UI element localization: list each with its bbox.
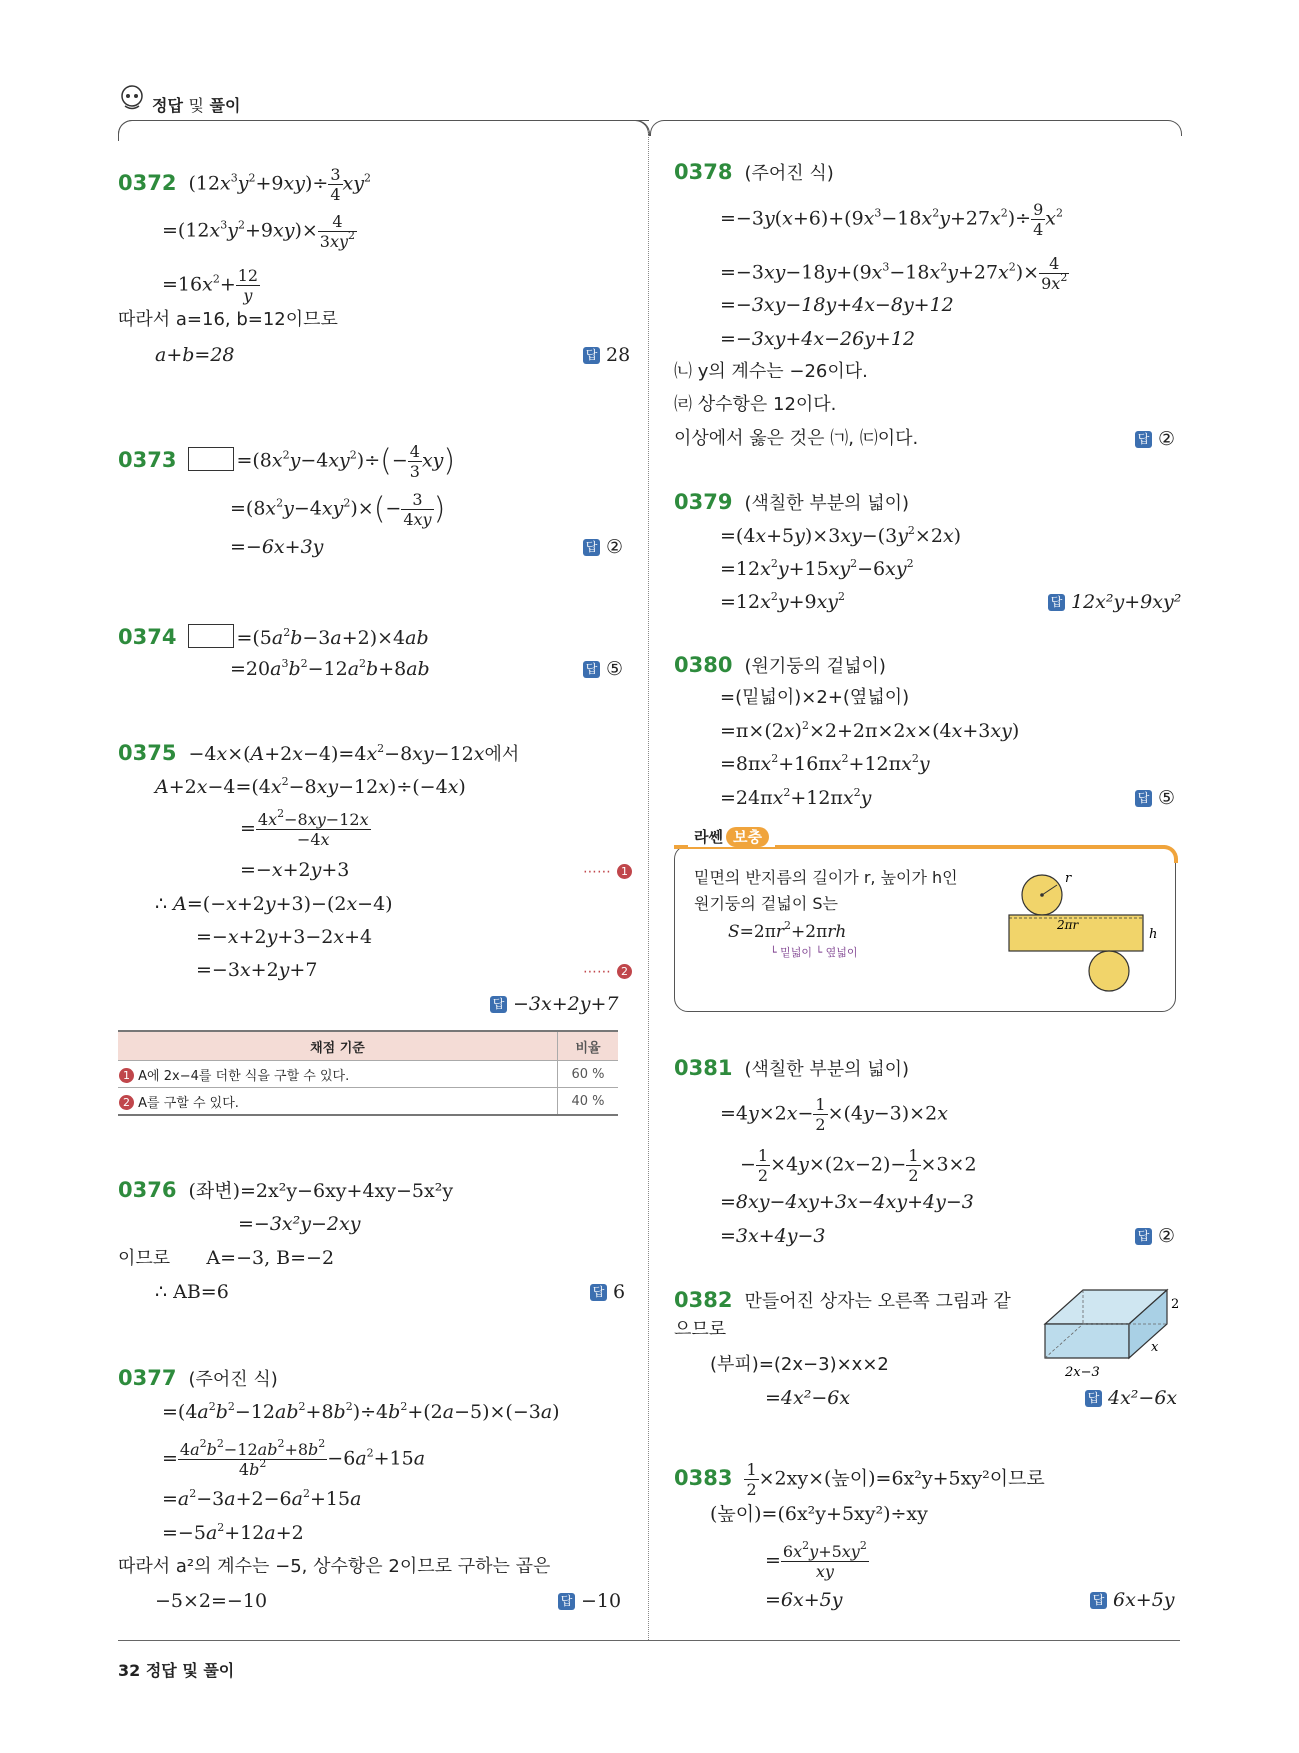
problem-0378-line8: 이상에서 옳은 것은 ㈀, ㈂이다.: [674, 428, 919, 449]
problem-0372-line5: a+b=28: [155, 344, 235, 366]
problem-0379-line3: $=12x^2y+15xy^2-6xy^2$: [720, 557, 914, 580]
problem-0382-line1: 0382 만들어진 상자는 오른쪽 그림과 같: [674, 1288, 1011, 1312]
problem-0379-line4: $=12x^2y+9xy^2$: [720, 590, 846, 613]
problem-0376-line4: ∴ AB=6: [155, 1281, 229, 1303]
problem-0383-line4: =6x+5y: [765, 1589, 843, 1611]
problem-0373-answer: 답 ②: [583, 535, 623, 559]
problem-0377-line4: $=a^2-3a+2-6a^2+15a$: [162, 1487, 362, 1510]
figure-label-x: x: [1151, 1340, 1159, 1355]
problem-0378-line5: =−3xy+4x−26y+12: [720, 328, 916, 350]
problem-number: 0377: [118, 1366, 177, 1390]
problem-0381-line3: − $\frac{1}{2}$ ×4y×(2x−2)− $\frac{1}{2}$ ×3×2: [740, 1146, 977, 1185]
page-footer: [118, 1658, 234, 1681]
problem-0380-line4: $=8\pi x^2+16\pi x^2+12\pi x^2y$: [720, 752, 930, 775]
problem-number: 0378: [674, 160, 733, 184]
mascot-icon: [118, 84, 146, 112]
problem-0380-line1: 0380 (원기둥의 겉넓이): [674, 653, 886, 677]
problem-0376-line2: =−3x²y−2xy: [238, 1213, 361, 1235]
problem-0383-line1: 0383 $\frac{1}{2}$ ×2xy×(높이)=6x²y+5xy²이므로: [674, 1460, 1045, 1499]
scoring-table: [118, 1030, 618, 1116]
problem-0379-line1: 0379 (색칠한 부분의 넓이): [674, 490, 910, 514]
problem-0375-line5: ∴ A=(−x+2y+3)−(2x−4): [155, 893, 393, 915]
answer-badge-icon: 답: [590, 1284, 607, 1301]
page-header: 정답 및 풀이: [152, 96, 241, 115]
problem-0375-answer: 답 −3x+2y+7: [490, 992, 618, 1016]
problem-number: 0379: [674, 490, 733, 514]
figure-label-h: h: [1149, 927, 1158, 942]
cylinder-net-figure: [1005, 868, 1165, 998]
problem-0379-line2: $=(4x+5y)\times 3xy-(3y^2\times 2x)$: [720, 524, 962, 547]
problem-0377-line7: −5×2=−10: [155, 1590, 268, 1612]
table-row: 2 A를 구할 수 있다. 40 %: [118, 1088, 618, 1116]
step-marker-2: ⋯⋯ 2: [583, 958, 632, 984]
problem-0375-line2: $A+2x-4=(4x^2-8xy-12x)\div(-4x)$: [155, 775, 466, 798]
problem-0381-line2: =4y×2x− $\frac{1}{2}$ ×(4y−3)×2x: [720, 1095, 948, 1134]
problem-number: 0380: [674, 653, 733, 677]
problem-number: 0383: [674, 1465, 733, 1490]
problem-0377-line2: $=(4a^2b^2-12ab^2+8b^2)\div 4b^2+(2a-5)\times(-3a)$: [162, 1400, 560, 1423]
answer-badge-icon: 답: [583, 661, 600, 678]
supplement-text-1: 밑면의 반지름의 길이가 r, 높이가 h인: [694, 868, 958, 887]
problem-number: 0373: [118, 447, 177, 472]
problem-0372-answer: 답 28: [583, 343, 630, 367]
scoring-header-ratio: 비율: [558, 1031, 619, 1061]
blank-box: [188, 624, 234, 648]
problem-0378-line2: $=-3y(x+6)+(9x^3-18x^2y+27x^2)\div$ $\frac{9}{4}$ $x^2$: [720, 200, 1064, 239]
footer-rule: [118, 1640, 1180, 1641]
problem-0382-line2: 으므로: [674, 1319, 727, 1340]
problem-0380-answer: 답 ⑤: [1135, 786, 1175, 810]
problem-0377-line6: 따라서 a²의 계수는 −5, 상수항은 2이므로 구하는 곱은: [118, 1556, 551, 1577]
problem-0383-line3: = $\frac{6x^2y+5xy^2}{xy}$: [765, 1539, 867, 1581]
footer-title: 정답 및 풀이: [145, 1661, 235, 1680]
problem-0380-line2: =(밑넓이)×2+(옆넓이): [720, 687, 910, 708]
problem-0377-line5: $=-5a^2+12a+2$: [162, 1521, 304, 1544]
problem-0372-line3: $=16x^2+$ $\frac{12}{y}$: [162, 266, 259, 305]
problem-0379-answer: 답 12x²y+9xy²: [1048, 590, 1181, 614]
problem-0373-line3: =−6x+3y: [230, 536, 324, 558]
answer-badge-icon: 답: [558, 1593, 575, 1610]
problem-0382-answer: 답 4x²−6x: [1085, 1386, 1177, 1410]
problem-0381-line4: =8xy−4xy+3x−4xy+4y−3: [720, 1191, 974, 1213]
answer-badge-icon: 답: [490, 996, 507, 1013]
problem-0373-line1: $0373 =(8x^2y-4xy^2)\div(-$ $\frac{4}{3}$ xy): [118, 442, 456, 481]
problem-0375-line3: = $\frac{4x^2-8xy-12x}{-4x}$: [240, 807, 369, 849]
problem-0378-line6: ㈁ y의 계수는 −26이다.: [674, 361, 868, 382]
problem-number: 0382: [674, 1288, 733, 1312]
problem-0383-answer: 답 6x+5y: [1090, 1588, 1175, 1612]
problem-0381-answer: 답 ②: [1135, 1224, 1175, 1248]
answer-badge-icon: 답: [1085, 1390, 1102, 1407]
problem-0376-line1: 0376 (좌변)=2x²y−6xy+4xy−5x²y: [118, 1178, 454, 1202]
problem-0375-line7: =−3x+2y+7: [196, 959, 318, 981]
problem-0372-line2: $=(12x^3y^2+9xy)\times$ $\frac{4}{3xy^2}$: [162, 212, 356, 251]
open-box-figure: [1035, 1280, 1185, 1380]
problem-number: 0376: [118, 1178, 177, 1202]
left-column-corner: [118, 120, 649, 141]
problem-0381-line1: 0381 (색칠한 부분의 넓이): [674, 1056, 910, 1080]
figure-label-2: 2: [1171, 1297, 1180, 1312]
problem-number: 0381: [674, 1056, 733, 1080]
problem-0378-line3: $=-3xy-18y+(9x^3-18x^2y+27x^2)\times$ $\frac{4}{9x^2}$: [720, 254, 1068, 293]
problem-0382-line3: (부피)=(2x−3)×x×2: [710, 1354, 889, 1375]
supplement-underlabels: └ 밑넓이 └ 옆넓이: [770, 946, 858, 959]
problem-0376-line3: 이므로 A=−3, B=−2: [118, 1247, 335, 1269]
problem-0381-line5: =3x+4y−3: [720, 1225, 826, 1247]
problem-0374-line1: $0374 =(5a^2b-3a+2)\times 4ab$: [118, 625, 429, 649]
problem-0374-answer: 답 ⑤: [583, 657, 623, 681]
table-row: 1 A에 2x−4를 더한 식을 구할 수 있다. 60 %: [118, 1061, 618, 1088]
answer-badge-icon: 답: [1135, 1228, 1152, 1245]
figure-label-r: r: [1065, 871, 1072, 886]
problem-0380-line5: $=24\pi x^2+12\pi x^2y$: [720, 786, 872, 809]
problem-0377-answer: 답 −10: [558, 1589, 621, 1613]
problem-0372-line1: 0372 $(12x^3y^2+9xy)\div$ $\frac{3}{4}$ $xy^2$: [118, 165, 371, 204]
problem-0377-line1: 0377 (주어진 식): [118, 1366, 278, 1390]
problem-number: 0374: [118, 625, 177, 649]
figure-label-width: 2x−3: [1065, 1365, 1100, 1380]
blank-box: [188, 447, 234, 471]
problem-0372-line4: 따라서 a=16, b=12이므로: [118, 309, 338, 330]
problem-0378-line4: =−3xy−18y+4x−8y+12: [720, 294, 954, 316]
answer-badge-icon: 답: [583, 347, 600, 364]
problem-0375-line1: $0375 -4x\times(A+2x-4)=4x^2-8xy-12x$에서: [118, 741, 520, 765]
problem-number: 0375: [118, 741, 177, 765]
answer-badge-icon: 답: [1135, 790, 1152, 807]
problem-0378-line7: ㈃ 상수항은 12이다.: [674, 394, 837, 415]
problem-0378-line1: 0378 (주어진 식): [674, 160, 834, 184]
column-divider: [648, 130, 649, 1640]
supplement-tab: 라쎈 보충: [688, 826, 775, 847]
problem-0380-line3: $=\pi\times(2x)^2\times 2+2\pi\times 2x\times(4x+3xy)$: [720, 719, 1020, 742]
supplement-text-2: 원기둥의 겉넓이 S는: [694, 894, 838, 913]
problem-0377-line3: = $\frac{4a^2b^2-12ab^2+8b^2}{4b^2}$ $-6a^2+15a$: [162, 1437, 426, 1479]
problem-0383-line2: (높이)=(6x²y+5xy²)÷xy: [710, 1503, 928, 1525]
problem-0378-answer: 답 ②: [1135, 427, 1175, 451]
supplement-formula: $S=2\pi r^2+2\pi rh$: [728, 919, 847, 942]
answer-badge-icon: 답: [583, 539, 600, 556]
problem-number: 0372: [118, 170, 177, 195]
problem-0375-line6: =−x+2y+3−2x+4: [196, 926, 373, 948]
figure-label-2pir: 2πr: [1057, 918, 1079, 932]
answer-badge-icon: 답: [1135, 431, 1152, 448]
problem-0376-answer: 답 6: [590, 1280, 625, 1304]
step-marker-1: ⋯⋯ 1: [583, 858, 632, 884]
answer-badge-icon: 답: [1090, 1592, 1107, 1609]
problem-0375-line4: =−x+2y+3: [240, 859, 350, 881]
problem-0373-line2: $=(8x^2y-4xy^2)\times(-$ $\frac{3}{4xy}$ ): [230, 490, 446, 529]
answer-badge-icon: 답: [1048, 594, 1065, 611]
page-number: 32: [118, 1661, 141, 1680]
problem-0382-line4: =4x²−6x: [765, 1387, 851, 1409]
problem-0374-line2: $=20a^3b^2-12a^2b+8ab$: [230, 657, 430, 680]
scoring-header-criteria: 채점 기준: [118, 1031, 558, 1061]
